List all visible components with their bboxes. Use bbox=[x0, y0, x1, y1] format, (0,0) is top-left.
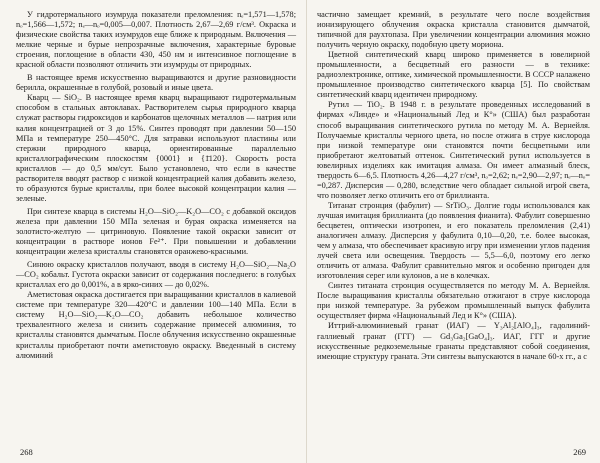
paragraph: Цветной синтетический кварц широко применяется в ювелирной промышленности, а бесцветный его разности — в технике: радиоэлектронике, оптике, химической промышленности. В СССР налажено промышленное производство синтетического кварца [5]. По свойствам синтетический кварц идентичен природному. bbox=[317, 50, 590, 100]
left-page-text bbox=[16, 10, 296, 361]
page-number: 268 bbox=[20, 447, 33, 457]
paragraph: частично замещает кремний, в результате чего после воздействия ионизирующего облучения окраска кристалла становится дымчатой, типичной для раухтопаза. При увеличении концентрации алюминия можно получить черную окраску, подобную цвету мориона. bbox=[317, 10, 590, 50]
paragraph: Синтез титаната стронция осуществляется по методу М. А. Вернейля. После выращивания кристаллы обязательно отжигают в струе кислорода при низкой температуре. За рубежом промышленный выпуск фабулита осуществляет фирма «Национальный Лед и К°» (США). bbox=[317, 281, 590, 321]
paragraph: Титанат стронция (фабулит) — SrTiO₃. Долгие годы использовался как лучшая имитация бриллианта (до появления фианита). Фабулит совершенно бесцветен, оптически изотропен, и его показатель преломления (2,41) аналогичен алмазу. Дисперсия у фабулита 0,10—0,20, т.е. более высокая, чем у алмаза, что обеспечивает красивую игру при изменении углов падения лучей света или освещения. Твердость — 5,5—6,0, поэтому его легко отличить от алмаза. Фабулит сравнительно мягок и особенно пригоден для изготовления серег или кулонов, а не в колечках. bbox=[317, 200, 590, 281]
right-page bbox=[306, 0, 596, 463]
paragraph: Синюю окраску кристаллов получают, вводя в систему H₂O—SiO₂—Na₂O—CO₂ кобальт. Густота окраски зависит от содержания последнего: в голубых кристаллах его до 0,001%, а в ярко-синих — до 0,02%. bbox=[16, 260, 296, 290]
right-page-text bbox=[317, 10, 590, 362]
left-page bbox=[8, 0, 300, 463]
paragraph: Иттрий-алюминиевый гранат (ИАГ) — Y₃Al₂[AlO₄]₃, гадолиний-галлиевый гранат (ГГГ) — Gd₃Ga₂[GaO₄]₃. ИАГ, ГГГ и другие искусственные редкоземельные гранаты представляют собой соединения, имеющие структуру граната. Эти синтезы выпускаются в начале 60-х гг., а с bbox=[317, 321, 590, 361]
paragraph: Аметистовая окраска достигается при выращивании кристаллов в калиевой системе при температуре 320—420°С и давлении 100—140 МПа. Если в систему H₂O—SiO₂—K₂O—CO₂ добавить небольшое количество трехвалентного железа и снизить содержание примесей алюминия, то кристаллы становятся дымчатым. После облучения искусственно окрашенные кристаллы приобретают почти аметистовую окраску. Введенный в систему алюминий bbox=[16, 290, 296, 360]
page-number: 269 bbox=[573, 447, 586, 457]
paragraph: В настоящее время искусственно выращиваются и другие разновидности берилла, окрашенные в голубой, розовый и иные цвета. bbox=[16, 73, 296, 93]
paragraph: Кварц — SiO₂. В настоящее время кварц выращивают гидротермальным способом в стальных автоклавах. Растворителем сырья природного кварца служат растворы гидроксидов и карбонатов щелочных металлов — натрия или калия концентрацией от 3 до 15%. Синтез проводят при давлении 50—150 МПа и температуре 250—450°С. Для затравки используют пластины или стержни природного кварца, ориентированные параллельно кристаллографическим плоскостям {0001} и {1̄120}. Скорость роста кристаллов — до 0,5 мм/сут. Было установлено, что если в качестве растворителя вводят раствор с низкой концентрацией калия добавить железо, то образуются бурые кристаллы, при более высокой концентрации калия — зеленые. bbox=[16, 93, 296, 203]
paragraph: У гидротермального изумруда показатели преломления: nₑ=1,571—1,578; nₒ=1,566—1,572; nₑ—nₒ=0,005—0,007. Плотность 2,67—2,69 г/см³. Окраска и физические свойства таких изумрудов еще ближе к природным. Включения — мелкие черные и бурые непрозрачные включения, характерные буровые строения, поглощение в области 430, 450 нм и интенсивное поглощение в красной области позволяют отличить эти изумруды от природных. bbox=[16, 10, 296, 70]
paragraph: Рутил — TiO₂. В 1948 г. в результате проведенных исследований в фирмах «Линде» и «Национальный Лед и К°» (США) был разработан способ выращивания синтетического рутила по методу М. А. Вернейля. Получаемые кристаллы черного цвета, но после отжига в струе кислорода при низкой температуре они становятся почти бесцветными или приобретают желтоватый оттенок. Синтетический рутил используется в ювелирных изделиях как имитация алмаза. Он имеет алмазный блеск, твердость 6—6,5. Плотность 4,26—4,27 г/см³, nₒ=2,62; nₑ=2,90—2,97; nₑ—nₒ= =0,287. Дисперсия — 0,280, вследствие чего обладает сильной игрой света, что позволяет легко отличить его от бриллианта. bbox=[317, 100, 590, 200]
paragraph: При синтезе кварца в системы H₂O—SiO₂—K₂O—CO₂ с добавкой оксидов железа при давлении 150 МПа зеленая и бурая окраска изменяется на золотисто-желтую — цитриновую. Появление такой окраски зависит от концентрации в растворе ионов Fe²⁺. При повышении и добавлении концентрации железа кристаллы становятся оранжево-красными. bbox=[16, 206, 296, 257]
